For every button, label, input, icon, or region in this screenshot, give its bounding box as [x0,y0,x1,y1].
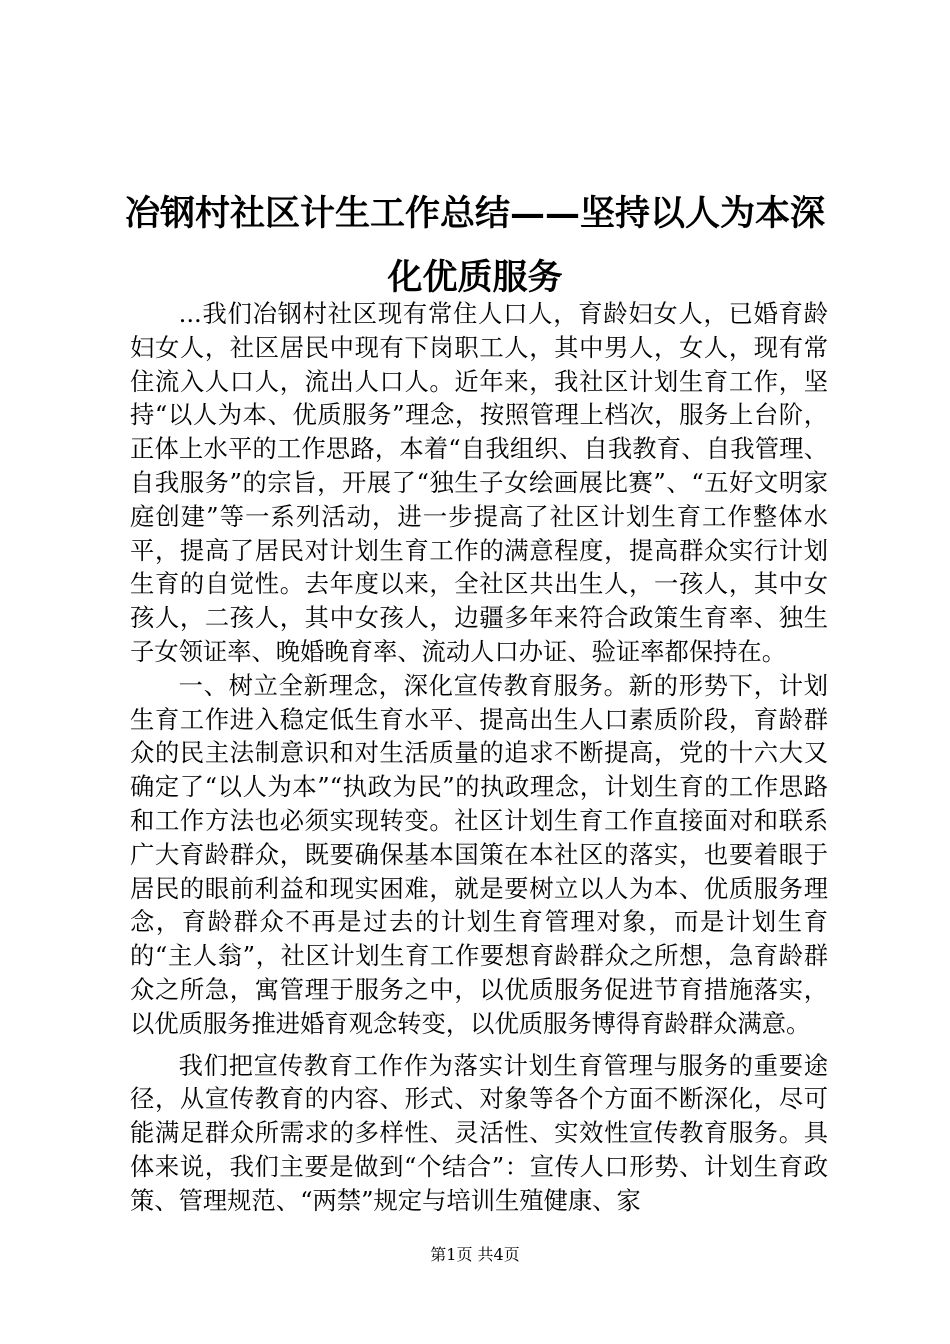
paragraph-section-one: 一、树立全新理念，深化宣传教育服务。新的形势下，计划生育工作进入稳定低生育水平、提高出生人口素质阶段，育龄群众的民主法制意识和对生活质量的追求不断提高，党的十六大又确定了“以人为本”“执政为民”的执政理念，计划生育的工作思路和工作方法也必须实现转变。社区计划生育工作直接面对和联系广大育龄群众，既要确保基本国策在本社区的落实，也要着眼于居民的眼前利益和现实困难，就是要树立以人为本、优质服务理念，育龄群众不再是过去的计划生育管理对象，而是计划生育的“主人翁”，社区计划生育工作要想育龄群众之所想，急育龄群众之所急，寓管理于服务之中，以优质服务促进节育措施落实，以优质服务推进婚育观念转变，以优质服务博得育龄群众满意。 [130,670,828,1038]
paragraph-publicity: 我们把宣传教育工作作为落实计划生育管理与服务的重要途径，从宣传教育的内容、形式、对象等各个方面不断深化，尽可能满足群众所需求的多样性、灵活性、实效性宣传教育服务。具体来说，我们主要是做到“个结合”：宣传人口形势、计划生育政策、管理规范、“两禁”规定与培训生殖健康、家 [130,1050,828,1215]
document-title: 冶钢村社区计生工作总结——坚持以人为本深化优质服务 [124,193,825,298]
paragraph-intro: ...我们冶钢村社区现有常住人口人，育龄妇女人，已婚育龄妇女人，社区居民中现有下岗职工人，其中男人，女人，现有常住流入人口人，流出人口人。近年来，我社区计划生育工作，坚持“以人为本、优质服务”理念，按照管理上档次，服务上台阶，正体上水平的工作思路，本着“自我组织、自我教育、自我管理、自我服务”的宗旨，开展了“独生子女绘画展比赛”、“五好文明家庭创建”等一系列活动，进一步提高了社区计划生育工作整体水平，提高了居民对计划生育工作的满意程度，提高群众实行计划生育的自觉性。去年度以来，全社区共出生人，一孩人，其中女孩人，二孩人，其中女孩人，边疆多年来符合政策生育率、独生子女领证率、晚婚晚育率、流动人口办证、验证率都保持在。 [130,299,828,666]
document-body [130,297,828,1218]
page-footer: 第1页 共4页 [430,1245,520,1264]
